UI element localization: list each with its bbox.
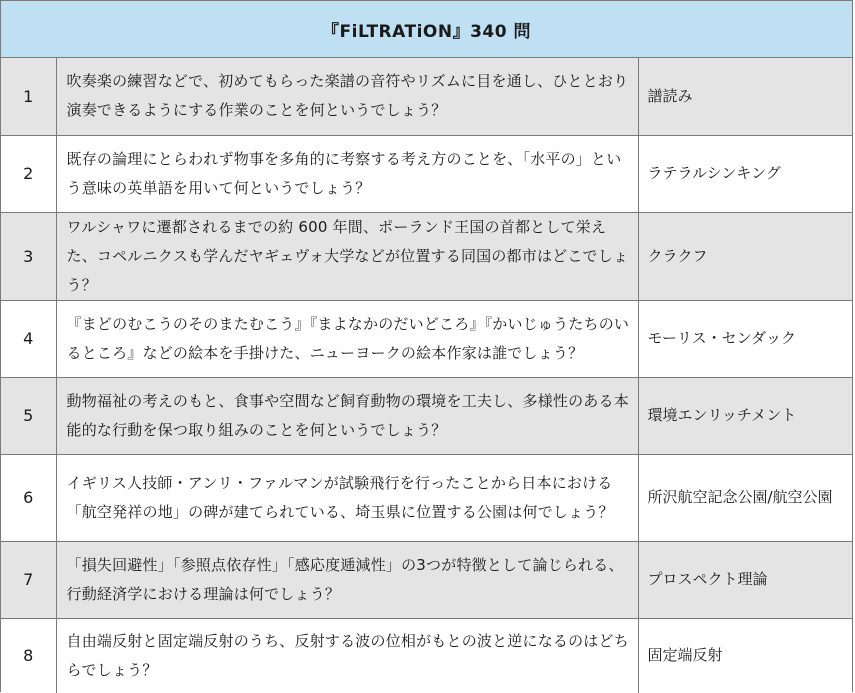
question-number: 4 (1, 300, 56, 377)
question-text: 『まどのむこうのそのまたむこう』『まよなかのだいどころ』『かいじゅうたちのいるところ』などの絵本を手掛けた、ニューヨークの絵本作家は誰でしょう？ (56, 300, 638, 377)
table-row (1, 541, 852, 618)
question-number: 7 (1, 541, 56, 618)
question-number: 1 (1, 58, 56, 135)
table-row (1, 454, 852, 541)
table-row (1, 58, 852, 135)
question-text: 「損失回避性」「参照点依存性」「感応度逓減性」の3つが特徴として論じられる、行動経済学における理論は何でしょう？ (56, 541, 638, 618)
answer-text: モーリス・センダック (638, 300, 852, 377)
question-text: ワルシャワに遷都されるまでの約 600 年間、ポーランド王国の首都として栄えた、コペルニクスも学んだヤギェヴォ大学などが位置する同国の都市はどこでしょう？ (56, 212, 638, 300)
table-row (1, 135, 852, 212)
table-row (1, 300, 852, 377)
quiz-table (1, 58, 852, 693)
table-row (1, 377, 852, 454)
question-number: 8 (1, 618, 56, 693)
answer-text: 固定端反射 (638, 618, 852, 693)
answer-text: 環境エンリッチメント (638, 377, 852, 454)
question-number: 3 (1, 212, 56, 300)
question-text: 動物福祉の考えのもと、食事や空間など飼育動物の環境を工夫し、多様性のある本能的な行動を保つ取り組みのことを何というでしょう？ (56, 377, 638, 454)
answer-text: 所沢航空記念公園/航空公園 (638, 454, 852, 541)
question-number: 6 (1, 454, 56, 541)
table-row (1, 212, 852, 300)
question-number: 5 (1, 377, 56, 454)
question-text: 吹奏楽の練習などで、初めてもらった楽譜の音符やリズムに目を通し、ひととおり演奏できるようにする作業のことを何というでしょう？ (56, 58, 638, 135)
sheet-title: 『FiLTRATiON』340 問 (1, 0, 852, 58)
answer-text: クラクフ (638, 212, 852, 300)
question-text: 自由端反射と固定端反射のうち、反射する波の位相がもとの波と逆になるのはどちらでしょう？ (56, 618, 638, 693)
table-row (1, 618, 852, 693)
answer-text: ラテラルシンキング (638, 135, 852, 212)
question-text: イギリス人技師・アンリ・ファルマンが試験飛行を行ったことから日本における「航空発祥の地」の碑が建てられている、埼玉県に位置する公園は何でしょう？ (56, 454, 638, 541)
answer-text: 譜読み (638, 58, 852, 135)
question-number: 2 (1, 135, 56, 212)
answer-text: プロスペクト理論 (638, 541, 852, 618)
question-text: 既存の論理にとらわれず物事を多角的に考察する考え方のことを、「水平の」という意味の英単語を用いて何というでしょう？ (56, 135, 638, 212)
